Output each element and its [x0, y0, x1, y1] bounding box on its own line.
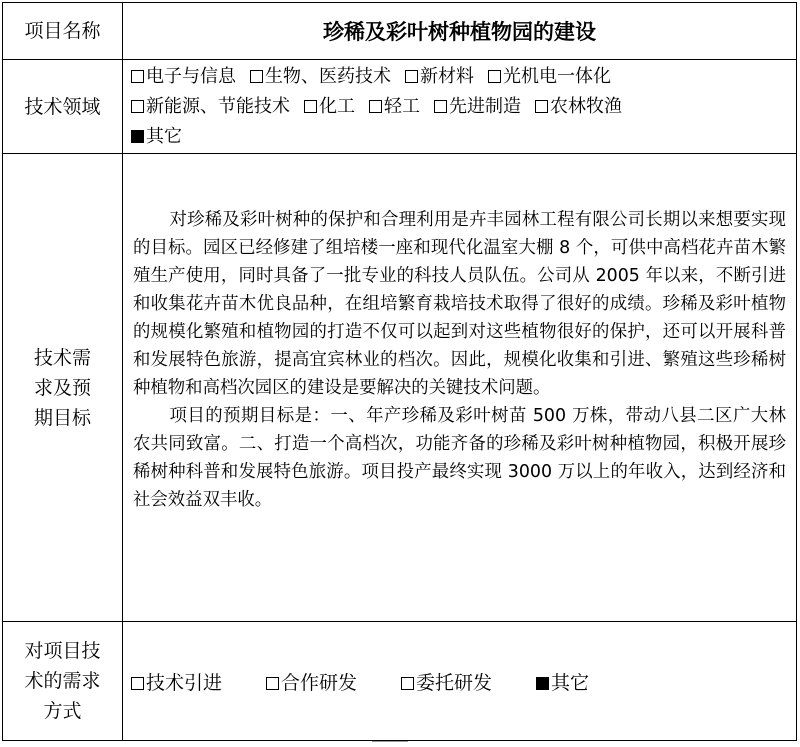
checkbox-icon[interactable]: [131, 677, 144, 690]
checkbox-icon[interactable]: [266, 677, 279, 690]
goals-label: 技术需 求及预 期目标: [3, 154, 123, 622]
checkbox-icon[interactable]: [401, 677, 414, 690]
tech-field-option-other[interactable]: 其它: [131, 122, 182, 152]
method-option[interactable]: 技术引进: [131, 668, 222, 695]
tech-field-row: [131, 62, 788, 92]
project-form-table: [2, 2, 797, 741]
method-label: 对项目技 术的需求 方式: [3, 622, 123, 741]
method-options: [123, 622, 797, 741]
goals-paragraph: 项目的预期目标是：一、年产珍稀及彩叶树苗 500 万株，带动八县二区广大林农共同致富。二、打造一个高档次，功能齐备的珍稀及彩叶树种植物园，积极开展珍稀树种科普和发展特色旅游。项目投产最终实现 3000 万以上的年收入，达到经济和社会效益双丰收。: [133, 406, 786, 510]
tech-field-option[interactable]: 生物、医药技术: [250, 62, 391, 92]
tech-field-option[interactable]: 电子与信息: [131, 62, 236, 92]
tech-field-label: 技术领域: [3, 60, 123, 154]
checkbox-icon[interactable]: [434, 100, 447, 113]
tech-field-option[interactable]: 新能源、节能技术: [131, 92, 290, 122]
tech-field-row: [131, 92, 788, 122]
checkbox-icon[interactable]: [535, 100, 548, 113]
tech-field-option[interactable]: 农林牧渔: [535, 92, 622, 122]
checkbox-icon[interactable]: [488, 70, 501, 83]
method-option-other[interactable]: 其它: [536, 668, 589, 695]
checkbox-icon[interactable]: [304, 100, 317, 113]
checked-box-icon[interactable]: [536, 677, 549, 690]
method-option[interactable]: 合作研发: [266, 668, 357, 695]
project-name-label: 项目名称: [3, 3, 123, 60]
project-name-value: 珍稀及彩叶树种植物园的建设: [123, 3, 797, 60]
checkbox-icon[interactable]: [405, 70, 418, 83]
tech-field-option[interactable]: 光机电一体化: [488, 62, 611, 92]
tech-field-row: [131, 122, 788, 152]
tech-field-options: [123, 60, 797, 154]
checkbox-icon[interactable]: [250, 70, 263, 83]
tech-field-option[interactable]: 轻工: [369, 92, 420, 122]
tech-field-option[interactable]: 新材料: [405, 62, 474, 92]
checked-box-icon[interactable]: [131, 130, 144, 143]
checkbox-icon[interactable]: [131, 100, 144, 113]
tech-field-option[interactable]: 化工: [304, 92, 355, 122]
checkbox-icon[interactable]: [369, 100, 382, 113]
goals-content: [123, 154, 797, 622]
page-edge-mark: [372, 741, 408, 747]
tech-field-option[interactable]: 先进制造: [434, 92, 521, 122]
checkbox-icon[interactable]: [131, 70, 144, 83]
goals-paragraph: 对珍稀及彩叶树种的保护和合理利用是卉丰园林工程有限公司长期以来想要实现的目标。园区已经修建了组培楼一座和现代化温室大棚 8 个，可供中高档花卉苗木繁殖生产使用，同时具备了一批专业的科技人员队伍。公司从 2005 年以来，不断引进和收集花卉苗木优良品种，在组培繁育栽培技术取得了很好的成绩。珍稀及彩叶植物的规模化繁殖和植物园的打造不仅可以起到对这些植物很好的保护，还可以开展科普和发展特色旅游，提高宜宾林业的档次。因此，规模化收集和引进、繁殖这些珍稀树种植物和高档次园区的建设是要解决的关键技术问题。: [133, 210, 786, 398]
method-option[interactable]: 委托研发: [401, 668, 492, 695]
